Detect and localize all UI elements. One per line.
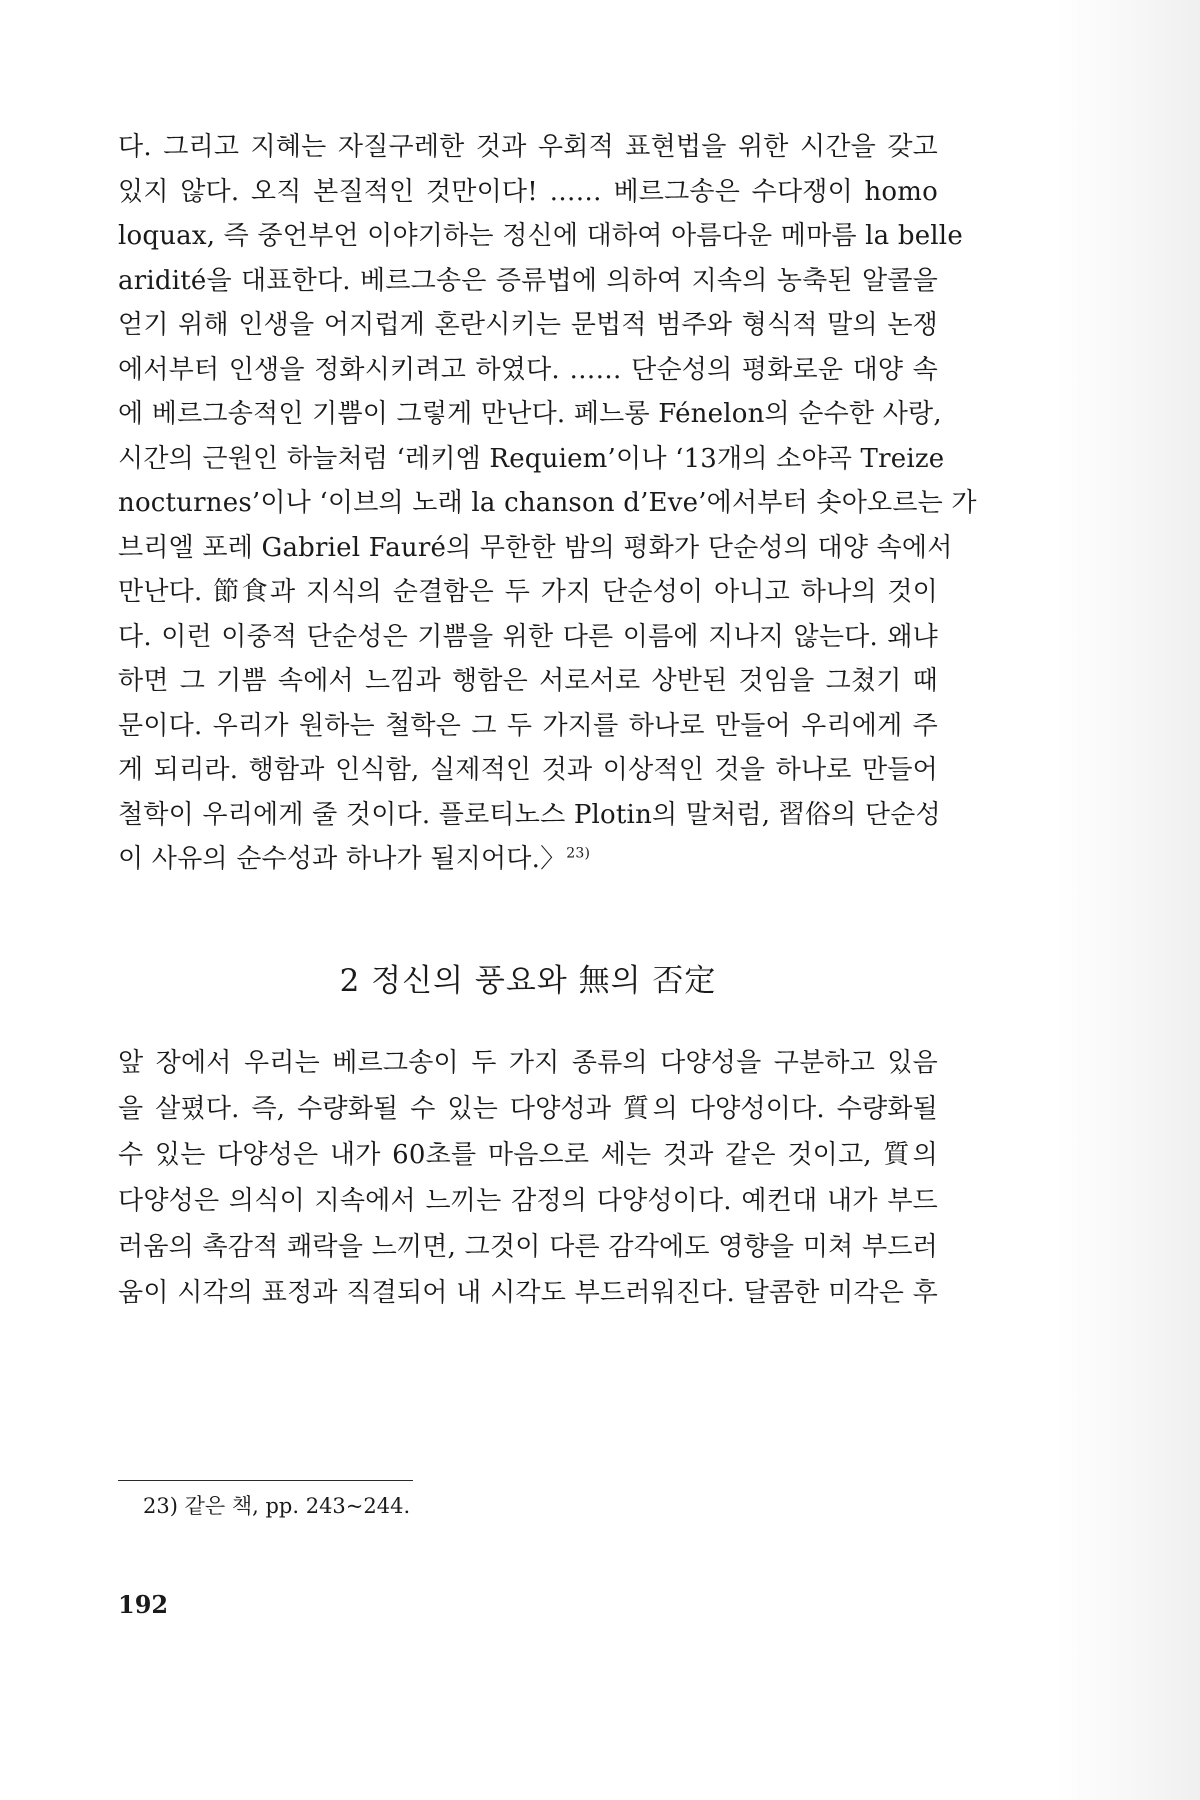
body-line: 시간의 근원인 하늘처럼 ‘레키엠 Requiem’이나 ‘13개의 소야곡 Treize [118, 443, 945, 474]
body-line: 문이다. 우리가 원하는 철학은 그 두 가지를 하나로 만들어 우리에게 주 [118, 710, 938, 741]
body-line-last [118, 837, 938, 882]
page-number: 192 [118, 1590, 169, 1619]
body-line-text: 이 사유의 순수성과 하나가 될지어다.〉 [118, 844, 567, 874]
section-line: 을 살폈다. 즉, 수량화될 수 있는 다양성과 質의 다양성이다. 수량화될 [118, 1094, 938, 1124]
body-line: 브리엘 포레 Gabriel Fauré의 무한한 밤의 평화가 단순성의 대양 속에서 [118, 532, 953, 563]
section-heading: 2 정신의 풍요와 無의 否定 [339, 963, 717, 999]
body-line: 철학이 우리에게 줄 것이다. 플로티노스 Plotin의 말처럼, 習俗의 단순성 [118, 799, 941, 830]
body-paragraph [118, 125, 977, 882]
body-line: 에 베르그송적인 기쁨이 그렇게 만난다. 페느롱 Fénelon의 순수한 사랑, [118, 399, 942, 429]
body-line: 다. 그리고 지혜는 자질구레한 것과 우회적 표현법을 위한 시간을 갖고 [118, 132, 938, 162]
section-line: 러움의 촉감적 쾌락을 느끼면, 그것이 다른 감각에도 영향을 미쳐 부드러 [118, 1232, 938, 1262]
section-line: 앞 장에서 우리는 베르그송이 두 가지 종류의 다양성을 구분하고 있음 [118, 1048, 938, 1078]
section-paragraph [118, 1040, 938, 1316]
section-line: 다양성은 의식이 지속에서 느끼는 감정의 다양성이다. 예컨대 내가 부드 [118, 1186, 938, 1216]
section-line: 수 있는 다양성은 내가 60초를 마음으로 세는 것과 같은 것이고, 質의 [118, 1140, 938, 1170]
body-line: 게 되리라. 행함과 인식함, 실제적인 것과 이상적인 것을 하나로 만들어 [118, 755, 938, 785]
scan-edge-shade [1055, 0, 1200, 1800]
footnote-reference: 23) [566, 845, 591, 862]
section-line: 움이 시각의 표정과 직결되어 내 시각도 부드러워진다. 달콤한 미각은 후 [118, 1278, 938, 1308]
footnote-divider [118, 1480, 413, 1481]
body-line: 얻기 위해 인생을 어지럽게 혼란시키는 문법적 범주와 형식적 말의 논쟁 [118, 310, 938, 340]
body-line: nocturnes’이나 ‘이브의 노래 la chanson d’Eve’에서부터 솟아오르는 가 [118, 488, 977, 518]
body-line: 만난다. 節食과 지식의 순결함은 두 가지 단순성이 아니고 하나의 것이 [118, 577, 938, 607]
footnote: 23) 같은 책, pp. 243~244. [143, 1494, 411, 1518]
body-line: loquax, 즉 중언부언 이야기하는 정신에 대하여 아름다운 메마름 la belle [118, 221, 963, 251]
body-line: 있지 않다. 오직 본질적인 것만이다! …… 베르그송은 수다쟁이 homo [118, 176, 938, 207]
body-line: 에서부터 인생을 정화시키려고 하였다. …… 단순성의 평화로운 대양 속 [118, 354, 938, 385]
body-line: 하면 그 기쁨 속에서 느낌과 행함은 서로서로 상반된 것임을 그쳤기 때 [118, 666, 938, 696]
body-line: aridité을 대표한다. 베르그송은 증류법에 의하여 지속의 농축된 알콜을 [118, 265, 938, 296]
body-line: 다. 이런 이중적 단순성은 기쁨을 위한 다른 이름에 지나지 않는다. 왜냐 [118, 621, 938, 652]
